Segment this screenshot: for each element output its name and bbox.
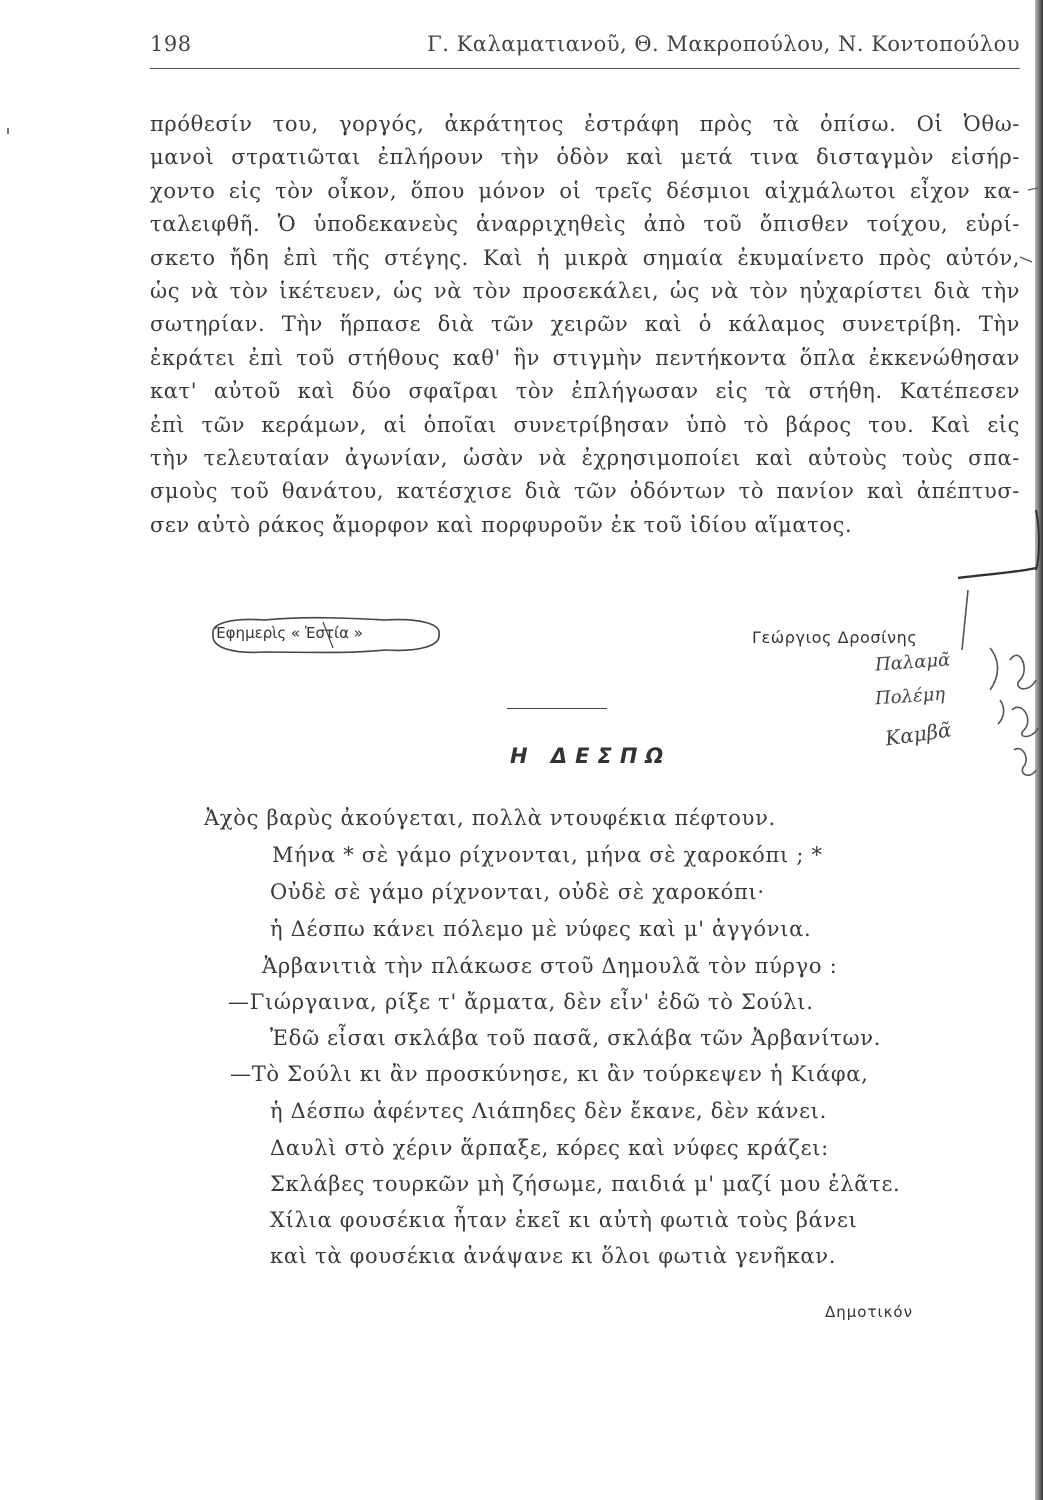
- prose-line: πρόθεσίν του, γοργός, ἀκράτητος ἐστράφη πρὸς τὰ ὀπίσω. Οἱ Ὀθω-: [150, 112, 1020, 136]
- header-rule: [150, 68, 1020, 69]
- prose-line: σωτηρίαν. Τὴν ἥρπασε διὰ τῶν χειρῶν καὶ ὁ κάλαμος συνετρίβη. Τὴν: [150, 312, 1020, 337]
- poem-line: Χίλια φουσέκια ἦταν ἐκεῖ κι αὐτὴ φωτιὰ τοὺς βάνει: [270, 1208, 858, 1232]
- prose-line: ὡς νὰ τὸν ἱκέτευεν, ὡς νὰ τὸν προσεκάλει, ὡς νὰ τὸν ηὐχαρίστει διὰ τὴν: [150, 278, 1020, 303]
- header-authors: Γ. Καλαματιανοῦ, Θ. Μακροπούλου, Ν. Κοντοπούλου: [427, 32, 1020, 56]
- section-separator: [507, 708, 607, 709]
- running-header: [150, 22, 1020, 62]
- poem-line: Οὐδὲ σὲ γάμο ρίχνονται, οὐδὲ σὲ χαροκόπι·: [270, 880, 765, 904]
- poem-line: Μήνα * σὲ γάμο ρίχνονται, μήνα σὲ χαροκόπι ; *: [272, 843, 823, 867]
- stamp-text: Ἐφημερὶς « Ἑστία »: [215, 624, 363, 642]
- poem-line: —Τὸ Σούλι κι ἂν προσκύνησε, κι ἂν τούρκεψεν ἡ Κιάφα,: [230, 1062, 869, 1086]
- prose-line: τὴν τελευταίαν ἀγωνίαν, ὡσὰν νὰ ἐχρησιμοποίει καὶ αὐτοὺς τοὺς σπα-: [150, 445, 1020, 470]
- poem-line: —Γιώργαινα, ρίξε τ' ἄρματα, δὲν εἶν' ἐδῶ τὸ Σούλι.: [228, 990, 814, 1014]
- prose-line: ταλειφθῆ. Ὁ ὑποδεκανεὺς ἀναρριχηθεὶς ἀπὸ τοῦ ὄπισθεν τοίχου, εὑρί-: [150, 212, 1020, 237]
- margin-scribbles: [1000, 640, 1043, 790]
- prose-line: χοντο εἰς τὸν οἶκον, ὅπου μόνον οἱ τρεῖς δέσμιοι αἰχμάλωτοι εἶχον κα-: [150, 178, 1020, 203]
- poem-line: ἡ Δέσπω ἀφέντες Λιάπηδες δὲν ἔκανε, δὲν κάνει.: [270, 1099, 827, 1123]
- prose-line: μανοὶ στρατιῶται ἐπλήρουν τὴν ὁδὸν καὶ μετά τινα δισταγμὸν εἰσήρ-: [150, 145, 1020, 170]
- prose-block: [150, 108, 1020, 542]
- prose-line: σκετο ἤδη ἐπὶ τῆς στέγης. Καὶ ἡ μικρὰ σημαία ἐκυμαίνετο πρὸς αὐτόν,: [150, 245, 1020, 270]
- author-signature: Γεώργιος Δροσίνης: [752, 628, 918, 647]
- poem-line: Ἀρβανιτιὰ τὴν πλάκωσε στοῦ Δημουλᾶ τὸν πύργο :: [262, 954, 838, 978]
- page-number: 198: [150, 32, 192, 56]
- prose-line: ἐπὶ τῶν κεράμων, αἱ ὁποῖαι συνετρίβησαν ὑπὸ τὸ βάρος του. Καὶ εἰς: [150, 412, 1020, 437]
- poem-line: Δαυλὶ στὸ χέριν ἅρπαξε, κόρες καὶ νύφες κράζει:: [270, 1136, 829, 1160]
- poem-title: Η ΔΕΣΠΩ: [510, 744, 672, 768]
- poem-line: ἡ Δέσπω κάνει πόλεμο μὲ νύφες καὶ μ' ἀγγόνια.: [270, 917, 812, 941]
- handwritten-note: Πολέμη: [874, 683, 946, 710]
- poem-line: Ἐδῶ εἶσαι σκλάβα τοῦ πασᾶ, σκλάβα τῶν Ἀρβανίτων.: [270, 1026, 882, 1050]
- prose-line: σμοὺς τοῦ θανάτου, κατέσχισε διὰ τῶν ὀδόντων τὸ πανίον καὶ ἀπέπτυσ-: [150, 479, 1020, 504]
- poem-line: Ἀχὸς βαρὺς ἀκούγεται, πολλὰ ντουφέκια πέφτουν.: [204, 806, 776, 830]
- handwritten-note: Καμβᾶ: [883, 717, 953, 751]
- newspaper-stamp: [205, 612, 445, 658]
- prose-line: κατ' αὐτοῦ καὶ δύο σφαῖραι τὸν ἐπλήγωσαν εἰς τὰ στήθη. Κατέπεσεν: [150, 379, 1020, 404]
- poem-line: Σκλάβες τουρκῶν μὴ ζήσωμε, παιδιά μ' μαζί μου ἐλᾶτε.: [270, 1172, 901, 1196]
- prose-line: ἐκράτει ἐπὶ τοῦ στήθους καθ' ἣν στιγμὴν πεντήκοντα ὅπλα ἐκκενώθησαν: [150, 345, 1020, 370]
- handwritten-note: Παλαμᾶ: [874, 649, 951, 676]
- poem-line: καὶ τὰ φουσέκια ἀνάψανε κι ὅλοι φωτιὰ γενῆκαν.: [270, 1244, 837, 1268]
- poem-source: Δημοτικόν: [825, 1303, 913, 1321]
- prose-line: σεν αὐτὸ ράκος ἄμορφον καὶ πορφυροῦν ἐκ τοῦ ἰδίου αἵματος.: [150, 512, 853, 537]
